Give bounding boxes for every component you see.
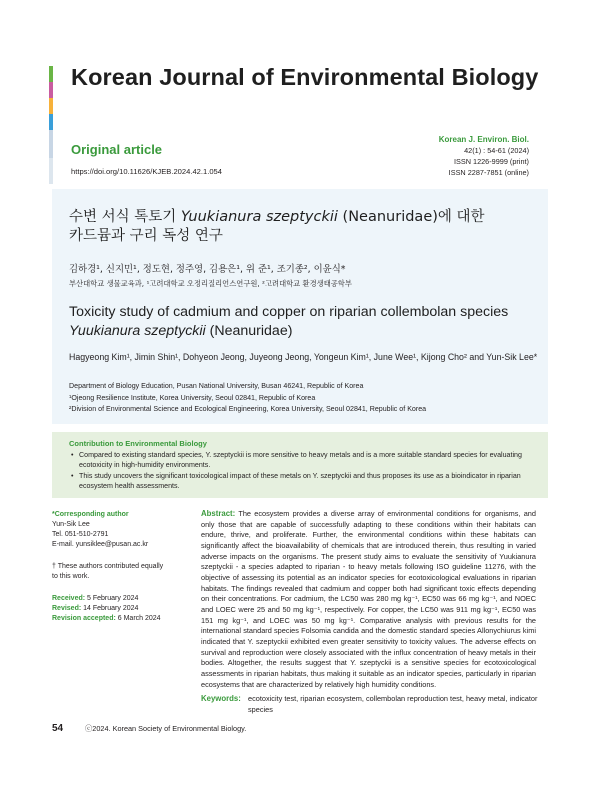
korean-title-text-2: (Neanuridae)에 대한	[337, 209, 485, 225]
contribution-list	[69, 450, 531, 491]
abstract-label: Abstract:	[201, 509, 236, 518]
korean-title-species: Yuukianura szeptyckii	[180, 209, 338, 225]
affiliation-2: ¹Ojeong Resilience Institute, Korea University, Seoul 02841, Republic of Korea	[69, 393, 316, 402]
corresponding-author-name: Yun-Sik Lee	[52, 521, 90, 528]
issn-online: ISSN 2287-7851 (online)	[448, 168, 529, 177]
english-title	[69, 303, 539, 341]
color-bar-pink	[49, 82, 53, 98]
page-number: 54	[52, 723, 64, 734]
journal-title: Korean Journal of Environmental Biology	[71, 64, 539, 90]
keywords-text: ecotoxicity test, riparian ecosystem, collembolan reproduction test, heavy metal, indicator species	[248, 694, 538, 714]
contribution-item: • Compared to existing standard species, Y. szeptyckii is more sensitive to heavy metals and is a more suitable standard species for evaluating ecotoxicity in high-humidity environments.	[69, 450, 531, 471]
copyright: ⓒ2024. Korean Society of Environmental Biology.	[85, 724, 247, 733]
contribution-title: Contribution to Environmental Biology	[69, 439, 207, 448]
color-bar-blue	[49, 114, 53, 130]
received-date	[52, 594, 182, 604]
revised-value: 14 February 2024	[83, 605, 139, 612]
journal-abbreviation: Korean J. Environ. Biol.	[438, 135, 529, 144]
citation-block	[439, 134, 529, 178]
received-value: 5 February 2024	[87, 595, 139, 602]
equal-contribution-note: † These authors contributed equally to this work.	[52, 563, 164, 580]
accepted-date	[52, 614, 182, 624]
corresponding-author-tel: Tel. 051-510-2791	[52, 531, 109, 538]
english-title-species: Yuukianura szeptyckii	[69, 323, 206, 339]
korean-title-line2: 카드뮴과 구리 독성 연구	[69, 228, 223, 244]
corresponding-author-label: *Corresponding author	[52, 511, 129, 518]
english-title-text: Toxicity study of cadmium and copper on riparian collembolan species	[69, 304, 509, 320]
abstract	[201, 509, 536, 690]
abstract-text: The ecosystem provides a diverse array of environmental conditions for organisms, and only those that are capable of successfully adapting to these conditions within their habitats can endure, thrive, and proliferate. Further, the environmental conditions within these habitats can significantly affect the bioavailability of chemicals that are introduced therein, thus resulting in varied adverse impacts on the organisms. The present study aims to evaluate the sensitivity of Yuukianura szeptyckii - a species adapted to riparian - to heavy metals following ISO guideline 11276, with the objective of assessing its potential as an indicator species for ecotoxicological evaluations in riparian habitats. The findings revealed that cadmium and copper both had significant toxic effects depending on their concentrations. For cadmium, the LC50 was 280 mg kg⁻¹, EC50 was 66 mg kg⁻¹, and NOEC and LOEC were 25 and 50 mg kg⁻¹, respectively. For copper, the LC50 was 911 mg kg⁻¹, EC50 was 151 mg kg⁻¹, and LOEC was 50 mg kg⁻¹. Comparative analysis with previous results for the international standard species Folsomia candida and the domestic standard species Allonychiurus kimi indicated that Y. szeptyckii exhibited even greater sensitivity to toxicity values. The adverse effects on survival and reproduction were closely associated with the influx concentration of heavy metals in their bodies. Altogether, the results suggest that Y. szeptyckii is a sensitive species for ecotoxicological assessments in riparian habitats, thus making it suitable as an indicator species, particularly in riparian ecosystems that are characterized by relatively high humidity conditions.	[201, 509, 536, 689]
color-bar-light	[49, 158, 53, 184]
korean-title	[69, 208, 539, 246]
doi-link[interactable]: https://doi.org/10.11626/KJEB.2024.42.1.054	[71, 167, 223, 176]
issn-print: ISSN 1226-9999 (print)	[453, 157, 529, 166]
contribution-item: • This study uncovers the significant toxicological impact of these metals on Y. szeptyckii and thus proposes its use as a bioindicator in riparian ecosystem health assessments.	[69, 471, 531, 492]
affiliation-1: Department of Biology Education, Pusan National University, Busan 46241, Republic of Korea	[69, 382, 364, 390]
volume-pages: 42(1) : 54-61 (2024)	[464, 146, 529, 155]
korean-authors: 김하경¹, 신지민¹, 정도현, 정주영, 김용은¹, 위 준¹, 조기종², 이윤식*	[69, 264, 346, 275]
korean-affiliation: 부산대학교 생물교육과, ¹고려대학교 오정리질리언스연구원, ²고려대학교 환경생태공학부	[69, 279, 352, 288]
korean-title-text: 수변 서식 톡토기	[69, 209, 181, 225]
english-authors: Hagyeong Kim¹, Jimin Shin¹, Dohyeon Jeong, Juyeong Jeong, Yongeun Kim¹, June Wee¹, Kijong Cho² and Yun-Sik Lee*	[69, 352, 538, 362]
revised-date	[52, 604, 182, 614]
author-info-column	[52, 510, 182, 624]
revised-label: Revised:	[52, 605, 82, 612]
color-bar-orange	[49, 98, 53, 114]
color-bar-gray	[49, 130, 53, 158]
received-label: Received:	[52, 595, 86, 602]
article-type: Original article	[71, 142, 163, 157]
accepted-label: Revision accepted:	[52, 615, 116, 622]
journal-color-bar	[49, 66, 53, 184]
keywords-label: Keywords:	[201, 694, 241, 703]
corresponding-author-email[interactable]: E-mail. yunsiklee@pusan.ac.kr	[52, 541, 149, 548]
accepted-value: 6 March 2024	[117, 615, 161, 622]
english-title-text-2: (Neanuridae)	[205, 323, 293, 339]
color-bar-green	[49, 66, 53, 82]
english-affiliations	[69, 381, 539, 416]
affiliation-3: ²Division of Environmental Science and Ecological Engineering, Korea University, Seoul 02841, Republic of Korea	[69, 405, 427, 413]
